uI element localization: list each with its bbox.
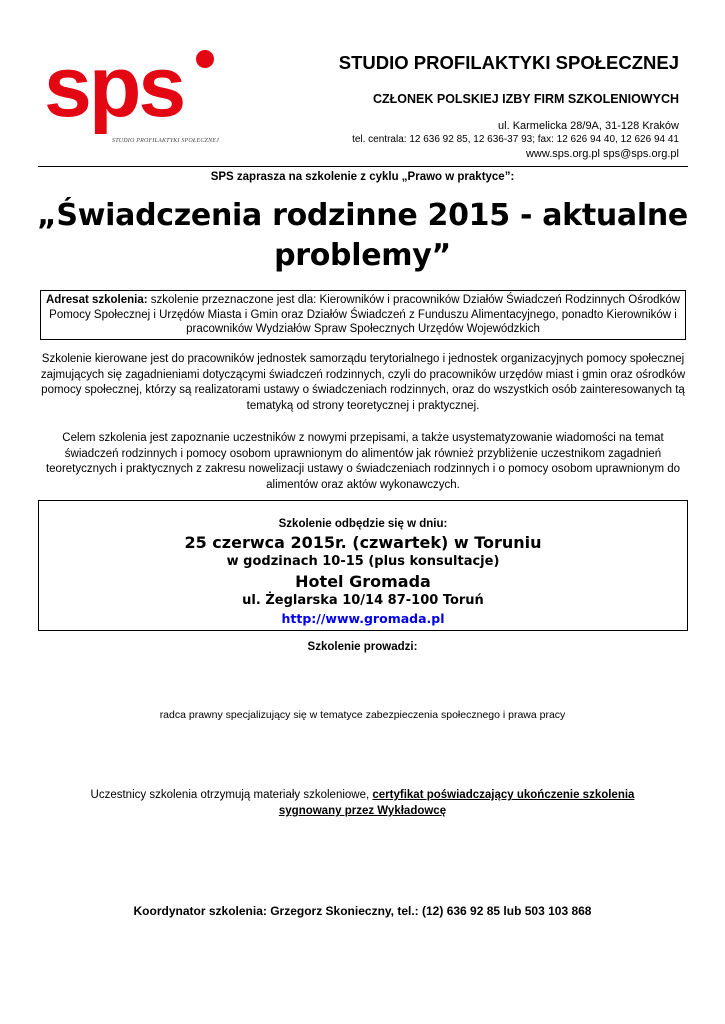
title-line-1: „Świadczenia rodzinne 2015 - aktualne: [37, 198, 688, 233]
event-date: 25 czerwca 2015r. (czwartek) w Toruniu: [184, 533, 542, 552]
audience-box: [40, 290, 686, 340]
logo-dot-icon: [196, 50, 214, 68]
intro-line: SPS zaprasza na szkolenie z cyklu „Prawo w praktyce”:: [210, 171, 515, 183]
audience-label: Adresat szkolenia:: [45, 294, 148, 306]
event-details-box: [38, 500, 688, 631]
event-hours: w godzinach 10-15 (plus konsultacje): [226, 554, 500, 569]
logo-text: sps: [44, 39, 184, 135]
company-title: STUDIO PROFILAKTYKI SPOŁECZNEJ: [338, 52, 679, 73]
header-divider: [38, 166, 688, 167]
training-title: [0, 196, 725, 276]
trainer-description: radca prawny specjalizujący się w tematyce zabezpieczenia społecznego i prawa pracy: [159, 709, 566, 721]
materials-prefix: Uczestnicy szkolenia otrzymują materiały szkoleniowe,: [90, 789, 373, 801]
event-address: ul. Żeglarska 10/14 87-100 Toruń: [242, 593, 484, 608]
materials-note: [0, 787, 725, 819]
certificate-text-1: certyfikat poświadczający ukończenie szkolenia: [372, 789, 635, 801]
logo-subtitle: STUDIO PROFILAKTYKI SPOŁECZNEJ: [112, 138, 220, 144]
description-paragraph-1: Szkolenie kierowane jest do pracowników jednostek samorządu terytorialnego i jednostek organizacyjnych pomocy społecznej zajmujących się zagadnieniami dotyczącymi świadczeń rodzinnych, czyli do pracowników urzędów miast i gmin oraz ośrodków pomocy społecznej, którzy są realizatorami ustawy o świadczeniach rodzinnych, oraz do wszystkich osób zainteresowanych tą tematyką od strony teoretycznej i praktycznej.: [40, 353, 686, 412]
company-phones: tel. centrala: 12 636 92 85, 12 636-37 93; fax: 12 626 94 40, 12 626 94 41: [352, 134, 679, 145]
event-label: Szkolenie odbędzie się w dniu:: [278, 518, 448, 530]
certificate-text-2: sygnowany przez Wykładowcę: [278, 805, 447, 817]
coordinator-info: Koordynator szkolenia: Grzegorz Skonieczny, tel.: (12) 636 92 85 lub 503 103 868: [133, 904, 592, 918]
description-paragraph-2: Celem szkolenia jest zapoznanie uczestników z nowymi przepisami, a także usystematyzowanie wiadomości na temat świadczeń rodzinnych i pomocy osobom uprawnionym do alimentów jak również przybliżenie uczestnikom zagadnień teoretycznych i praktycznych z zakresu nowelizacji ustawy o świadczeniach rodzinnych i o pomocy osobom uprawnionym do alimentów oraz aktów wykonawczych.: [45, 432, 681, 491]
trainer-label: Szkolenie prowadzi:: [307, 641, 418, 653]
company-address: ul. Karmelicka 28/9A, 31-128 Kraków: [498, 120, 679, 132]
company-membership: CZŁONEK POLSKIEJ IZBY FIRM SZKOLENIOWYCH: [372, 92, 679, 106]
event-venue: Hotel Gromada: [295, 572, 431, 591]
sps-logo: [44, 39, 220, 152]
venue-link[interactable]: http://www.gromada.pl: [281, 611, 445, 626]
audience-text: szkolenie przeznaczone jest dla: Kierowników i pracowników Działów Świadczeń Rodzinnych Ośrodków Pomocy Społecznej i Urzędów Miasta i Gmin oraz Działów Świadczeń z Funduszu Alimentacyjnego, ponadto Kierowników i pracowników Wydziałów Spraw Społecznych Urzędów Wojewódzkich: [49, 294, 681, 335]
title-line-2: problemy”: [274, 238, 451, 273]
company-web-email[interactable]: www.sps.org.pl sps@sps.org.pl: [525, 148, 679, 160]
